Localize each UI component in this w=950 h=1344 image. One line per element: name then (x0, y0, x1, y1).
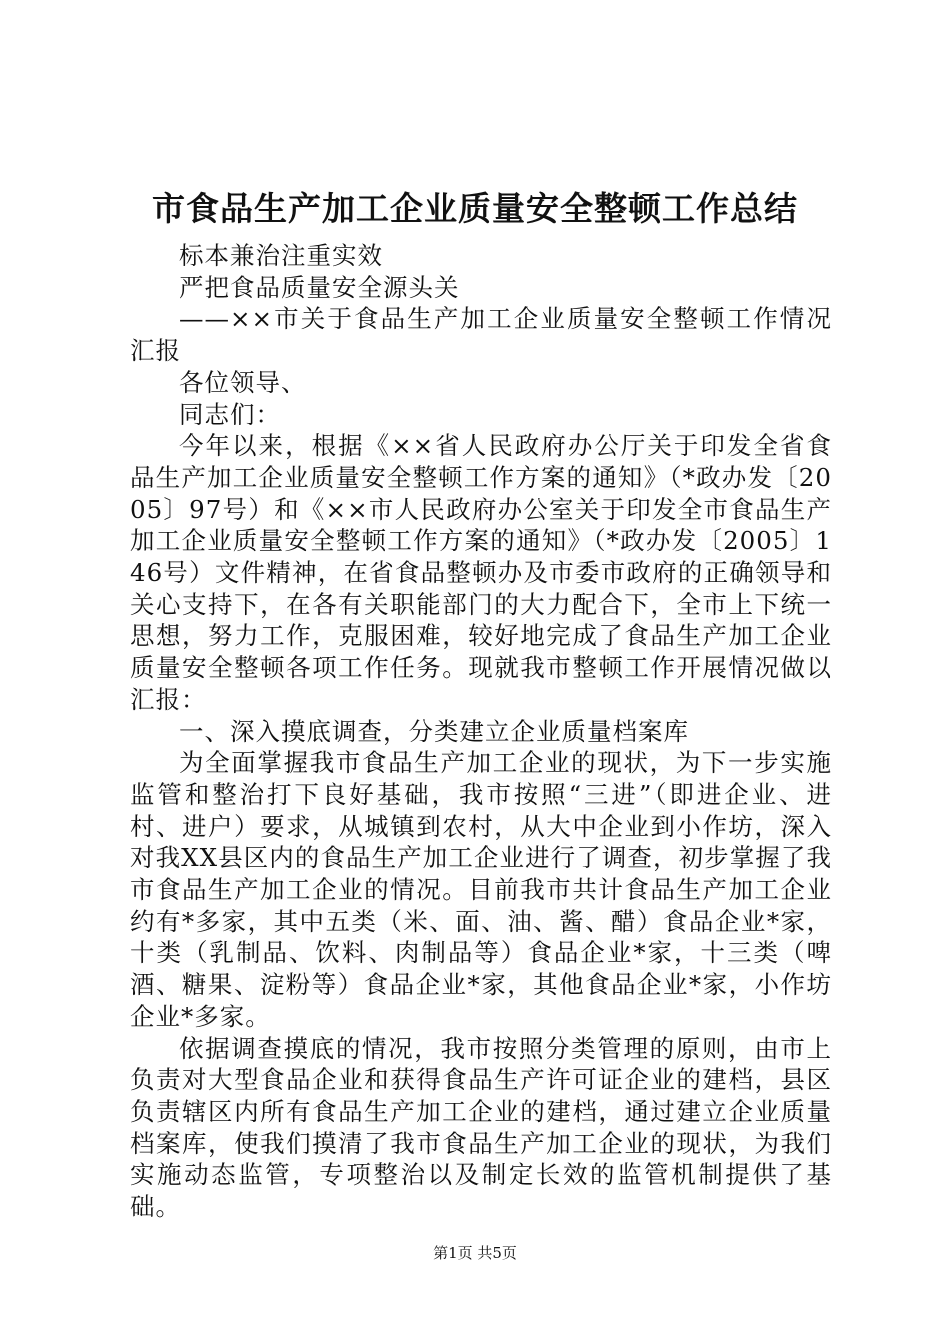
subtitle-line-1: 标本兼治注重实效 (179, 241, 383, 270)
report-subtitle: ——××市关于食品生产加工企业质量安全整顿工作情况汇报 (130, 304, 832, 366)
section-heading-1: 一、深入摸底调查，分类建立企业质量档案库 (179, 716, 689, 746)
page-footer: 第1页 共5页 (433, 1244, 517, 1262)
document-title: 市食品生产加工企业质量安全整顿工作总结 (152, 189, 798, 228)
salutation-leaders: 各位领导、 (179, 367, 307, 397)
survey-paragraph: 为全面掌握我市食品生产加工企业的现状，为下一步实施监管和整治打下良好基础，我市按照“三进”（即进企业、进村、进户）要求，从城镇到农村，从大中企业到小作坊，深入对我XX县区内的食品生产加工企业进行了调查，初步掌握了我市食品生产加工企业的情况。目前我市共计食品生产加工企业约有*多家，其中五类（米、面、油、酱、醋）食品企业*家，十类（乳制品、饮料、肉制品等）食品企业*家，十三类（啤酒、糖果、淀粉等）食品企业*家，其他食品企业*家，小作坊企业*多家。 (130, 748, 832, 1031)
salutation-comrades: 同志们： (179, 399, 281, 429)
archive-paragraph: 依据调查摸底的情况，我市按照分类管理的原则，由市上负责对大型食品企业和获得食品生产许可证企业的建档，县区负责辖区内所有食品生产加工企业的建档，通过建立企业质量档案库，使我们摸清了我市食品生产加工企业的现状，为我们实施动态监管，专项整治以及制定长效的监管机制提供了基础。 (130, 1033, 832, 1222)
subtitle-line-2: 严把食品质量安全源头关 (179, 272, 460, 302)
intro-paragraph: 今年以来，根据《××省人民政府办公厅关于印发全省食品生产加工企业质量安全整顿工作方案的通知》（*政办发〔2005〕97号）和《××市人民政府办公室关于印发全市食品生产加工企业质量安全整顿工作方案的通知》（*政办发〔2005〕146号）文件精神，在省食品整顿办及市委市政府的正确领导和关心支持下，在各有关职能部门的大力配合下，全市上下统一思想，努力工作，克服困难，较好地完成了食品生产加工企业质量安全整顿各项工作任务。现就我市整顿工作开展情况做以汇报： (130, 431, 832, 714)
document-body (130, 240, 832, 1223)
